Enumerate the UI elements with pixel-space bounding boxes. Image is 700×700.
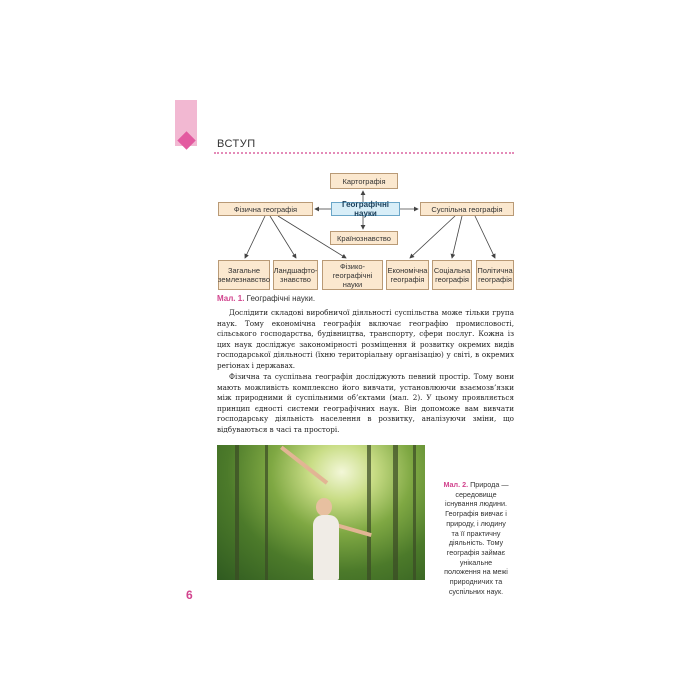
- diagram-leaf: Ландшафто-знавство: [273, 260, 318, 290]
- figure2-caption: [442, 480, 510, 596]
- diagram-node-cartography: Картографія: [330, 173, 398, 189]
- diagram-node-physical-geography: Фізична географія: [218, 202, 313, 216]
- figure2-label: Мал. 2.: [443, 480, 469, 489]
- figure1-caption: [217, 294, 315, 303]
- page-number: 6: [186, 588, 193, 602]
- figure2-text: Природа — середовище існування людини. Географія вивчає і природу, і людину та її практичну діяльність. Тому географія займає унікальне положення на межі природничих та суспільних наук.: [444, 480, 509, 596]
- diagram-leaf: Соціальна географія: [432, 260, 472, 290]
- diagram-node-country-studies: Країнознавство: [330, 231, 398, 245]
- diagram-node-social-geography: Суспільна географія: [420, 202, 514, 216]
- paragraph: Дослідити складові виробничої діяльності суспільства може тільки група наук. Тому економічна географія включає географію промисловості, сільського господарства, будівництва, транспорту, сфери послуг. Кожна із цих наук досліджує закономірності розміщення й розвитку окремих видів господарської діяльності (їхню територіальну організацію) у світі, в окремих регіонах і державах.: [217, 308, 514, 370]
- section-title: ВСТУП: [217, 138, 256, 150]
- diagram-leaf: Фізико-географічні науки: [322, 260, 383, 290]
- diagram-leaf: Політична географія: [476, 260, 514, 290]
- diagram-leaf: Економічна географія: [386, 260, 429, 290]
- figure1-text: Географічні науки.: [246, 294, 316, 303]
- diagram-leaf: Загальне землезнавство: [218, 260, 270, 290]
- figure1-label: Мал. 1.: [217, 294, 245, 303]
- paragraph: Фізична та суспільна географія досліджують певний простір. Тому вони мають можливість комплексно його вивчати, установлюючи взаємозв’язки між природними й суспільними об’єктами (мал. 2). У цьому проявляється принцип єдності системи географічних наук. Він допоможе вам вивчати господарську діяльність населення в розвитку, аналізуючи зміни, що відбуваються в часі та просторі.: [217, 372, 514, 434]
- diagram-node-center: Географічні науки: [331, 202, 400, 216]
- forest-photo: [217, 445, 425, 580]
